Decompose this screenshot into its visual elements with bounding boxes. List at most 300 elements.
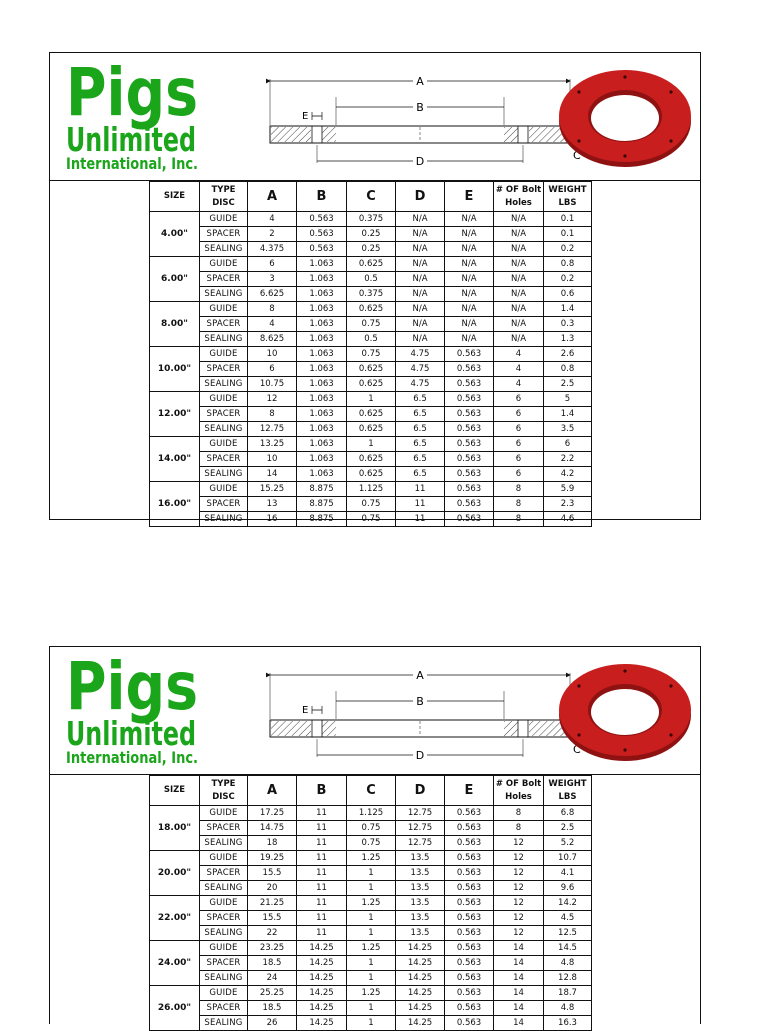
header-b: B xyxy=(297,182,347,212)
table-row xyxy=(150,437,592,452)
cell-size: 18.00" xyxy=(150,806,200,851)
table-row xyxy=(150,512,592,527)
cell-size: 8.00" xyxy=(150,302,200,347)
cell-b: 1.063 xyxy=(297,302,347,317)
cell-d: 12.75 xyxy=(396,836,445,851)
header-a: A xyxy=(248,776,297,806)
table-row xyxy=(150,941,592,956)
cell-c: 1 xyxy=(347,956,396,971)
cell-weight: 0.2 xyxy=(544,242,592,257)
cell-bolt-holes: 4 xyxy=(494,347,544,362)
cell-weight: 1.4 xyxy=(544,302,592,317)
cell-weight: 4.1 xyxy=(544,866,592,881)
cell-b: 1.063 xyxy=(297,257,347,272)
header-type-disc: TYPE DISC xyxy=(200,182,248,212)
cell-c: 0.75 xyxy=(347,317,396,332)
cell-bolt-holes: 14 xyxy=(494,941,544,956)
cell-b: 11 xyxy=(297,851,347,866)
cell-bolt-holes: 12 xyxy=(494,866,544,881)
cell-a: 13.25 xyxy=(248,437,297,452)
cell-weight: 12.8 xyxy=(544,971,592,986)
dimension-label-e: E xyxy=(302,111,309,122)
cell-d: 4.75 xyxy=(396,347,445,362)
cell-weight: 4.8 xyxy=(544,956,592,971)
specification-table xyxy=(149,775,592,1031)
cell-type-disc: SEALING xyxy=(200,512,248,527)
cell-weight: 6 xyxy=(544,437,592,452)
table-header-row xyxy=(150,776,592,806)
cell-type-disc: SPACER xyxy=(200,866,248,881)
table-row xyxy=(150,242,592,257)
cell-e: 0.563 xyxy=(445,896,494,911)
cell-c: 1 xyxy=(347,971,396,986)
cell-e: 0.563 xyxy=(445,377,494,392)
cell-c: 0.25 xyxy=(347,242,396,257)
cell-e: 0.563 xyxy=(445,452,494,467)
cell-b: 14.25 xyxy=(297,986,347,1001)
logo-line-1: Pigs xyxy=(66,54,198,131)
cell-b: 1.063 xyxy=(297,467,347,482)
disc-cross-section-diagram xyxy=(218,67,581,179)
cell-b: 1.063 xyxy=(297,407,347,422)
specification-table xyxy=(149,181,592,527)
cell-a: 8 xyxy=(248,407,297,422)
cell-weight: 3.5 xyxy=(544,422,592,437)
cell-e: 0.563 xyxy=(445,392,494,407)
cell-bolt-holes: 8 xyxy=(494,512,544,527)
dimension-label-a: A xyxy=(416,669,424,682)
cell-bolt-holes: 14 xyxy=(494,1001,544,1016)
cell-c: 0.5 xyxy=(347,332,396,347)
table-row xyxy=(150,896,592,911)
cell-b: 0.563 xyxy=(297,212,347,227)
cell-e: 0.563 xyxy=(445,482,494,497)
dimension-label-c: C xyxy=(573,149,581,162)
table-row xyxy=(150,836,592,851)
cell-type-disc: SEALING xyxy=(200,971,248,986)
cell-weight: 9.6 xyxy=(544,881,592,896)
header-e: E xyxy=(445,182,494,212)
logo-line-2: Unlimited xyxy=(66,120,196,159)
cell-b: 1.063 xyxy=(297,317,347,332)
cell-b: 14.25 xyxy=(297,956,347,971)
cell-type-disc: SPACER xyxy=(200,227,248,242)
table-row xyxy=(150,482,592,497)
cell-bolt-holes: N/A xyxy=(494,257,544,272)
cell-c: 0.75 xyxy=(347,512,396,527)
cell-type-disc: GUIDE xyxy=(200,302,248,317)
cell-size: 12.00" xyxy=(150,392,200,437)
cell-a: 10 xyxy=(248,452,297,467)
cell-bolt-holes: 12 xyxy=(494,836,544,851)
cell-a: 2 xyxy=(248,227,297,242)
cell-weight: 5.9 xyxy=(544,482,592,497)
table-row xyxy=(150,971,592,986)
cell-a: 13 xyxy=(248,497,297,512)
cell-e: 0.563 xyxy=(445,362,494,377)
cell-a: 21.25 xyxy=(248,896,297,911)
table-row xyxy=(150,911,592,926)
cell-d: N/A xyxy=(396,272,445,287)
cell-d: 6.5 xyxy=(396,422,445,437)
cell-e: 0.563 xyxy=(445,347,494,362)
cell-bolt-holes: N/A xyxy=(494,287,544,302)
cell-weight: 12.5 xyxy=(544,926,592,941)
cell-bolt-holes: N/A xyxy=(494,302,544,317)
cell-b: 0.563 xyxy=(297,227,347,242)
header-weight: WEIGHT LBS xyxy=(544,182,592,212)
cell-a: 18 xyxy=(248,836,297,851)
cell-bolt-holes: N/A xyxy=(494,332,544,347)
cell-weight: 0.1 xyxy=(544,212,592,227)
cell-d: 14.25 xyxy=(396,941,445,956)
cell-e: 0.563 xyxy=(445,941,494,956)
cell-c: 1 xyxy=(347,926,396,941)
cell-e: 0.563 xyxy=(445,851,494,866)
cell-c: 0.25 xyxy=(347,227,396,242)
table-row xyxy=(150,881,592,896)
table-row xyxy=(150,926,592,941)
header-d: D xyxy=(396,776,445,806)
cell-b: 11 xyxy=(297,896,347,911)
cell-bolt-holes: 14 xyxy=(494,1016,544,1031)
cell-e: N/A xyxy=(445,227,494,242)
cell-c: 0.625 xyxy=(347,467,396,482)
table-row xyxy=(150,1001,592,1016)
cell-a: 18.5 xyxy=(248,1001,297,1016)
cell-bolt-holes: 12 xyxy=(494,911,544,926)
cell-a: 15.5 xyxy=(248,911,297,926)
logo-line-2: Unlimited xyxy=(66,714,196,753)
cell-b: 1.063 xyxy=(297,272,347,287)
header-bolt-holes: # OF Bolt Holes xyxy=(494,776,544,806)
cell-weight: 18.7 xyxy=(544,986,592,1001)
table-row xyxy=(150,806,592,821)
cell-weight: 2.5 xyxy=(544,821,592,836)
cell-b: 14.25 xyxy=(297,941,347,956)
cell-b: 1.063 xyxy=(297,377,347,392)
cell-type-disc: SPACER xyxy=(200,911,248,926)
cell-d: 13.5 xyxy=(396,911,445,926)
cell-a: 16 xyxy=(248,512,297,527)
cell-b: 1.063 xyxy=(297,452,347,467)
cell-bolt-holes: 4 xyxy=(494,377,544,392)
cell-type-disc: SPACER xyxy=(200,362,248,377)
cell-size: 4.00" xyxy=(150,212,200,257)
cell-c: 1.125 xyxy=(347,482,396,497)
header-e: E xyxy=(445,776,494,806)
cell-b: 14.25 xyxy=(297,1016,347,1031)
dimension-label-c: C xyxy=(573,743,581,756)
cell-d: 14.25 xyxy=(396,956,445,971)
cell-weight: 5.2 xyxy=(544,836,592,851)
cell-weight: 2.2 xyxy=(544,452,592,467)
table-row xyxy=(150,272,592,287)
dimension-label-a: A xyxy=(416,75,424,88)
cell-type-disc: GUIDE xyxy=(200,851,248,866)
cell-d: 12.75 xyxy=(396,821,445,836)
spec-sheet xyxy=(49,646,701,1028)
cell-weight: 10.7 xyxy=(544,851,592,866)
cell-b: 11 xyxy=(297,926,347,941)
cell-weight: 1.3 xyxy=(544,332,592,347)
cell-bolt-holes: N/A xyxy=(494,227,544,242)
table-row xyxy=(150,407,592,422)
table-row xyxy=(150,497,592,512)
cell-bolt-holes: N/A xyxy=(494,317,544,332)
table-row xyxy=(150,227,592,242)
cell-bolt-holes: 12 xyxy=(494,926,544,941)
cell-bolt-holes: 4 xyxy=(494,362,544,377)
cell-a: 15.5 xyxy=(248,866,297,881)
cell-e: 0.563 xyxy=(445,881,494,896)
table-row xyxy=(150,347,592,362)
cell-c: 1.25 xyxy=(347,986,396,1001)
cell-b: 8.875 xyxy=(297,512,347,527)
cell-size: 26.00" xyxy=(150,986,200,1031)
cell-weight: 0.1 xyxy=(544,227,592,242)
cell-a: 23.25 xyxy=(248,941,297,956)
cell-b: 11 xyxy=(297,821,347,836)
cell-weight: 16.3 xyxy=(544,1016,592,1031)
cell-weight: 5 xyxy=(544,392,592,407)
cell-e: 0.563 xyxy=(445,512,494,527)
cell-bolt-holes: 14 xyxy=(494,971,544,986)
cell-size: 10.00" xyxy=(150,347,200,392)
cell-c: 0.75 xyxy=(347,821,396,836)
cell-c: 1 xyxy=(347,866,396,881)
cell-d: 6.5 xyxy=(396,452,445,467)
cell-weight: 2.6 xyxy=(544,347,592,362)
cell-c: 1 xyxy=(347,392,396,407)
cell-a: 12.75 xyxy=(248,422,297,437)
cell-b: 8.875 xyxy=(297,497,347,512)
cell-a: 24 xyxy=(248,971,297,986)
cell-type-disc: GUIDE xyxy=(200,482,248,497)
cell-c: 1 xyxy=(347,911,396,926)
cell-d: 14.25 xyxy=(396,1016,445,1031)
cell-size: 16.00" xyxy=(150,482,200,527)
cell-d: 14.25 xyxy=(396,1001,445,1016)
dimension-label-b: B xyxy=(416,695,424,708)
sheet-header xyxy=(50,53,700,181)
cell-b: 11 xyxy=(297,866,347,881)
cell-weight: 4.6 xyxy=(544,512,592,527)
cell-d: 11 xyxy=(396,482,445,497)
cell-type-disc: SEALING xyxy=(200,377,248,392)
cell-a: 10 xyxy=(248,347,297,362)
cell-e: N/A xyxy=(445,257,494,272)
cell-type-disc: SPACER xyxy=(200,452,248,467)
logo-line-3: International, Inc. xyxy=(66,154,198,173)
cell-d: 11 xyxy=(396,512,445,527)
cell-e: 0.563 xyxy=(445,971,494,986)
cell-e: 0.563 xyxy=(445,806,494,821)
cell-weight: 4.8 xyxy=(544,1001,592,1016)
cell-e: N/A xyxy=(445,272,494,287)
cell-type-disc: SPACER xyxy=(200,497,248,512)
logo-line-3: International, Inc. xyxy=(66,748,198,767)
cell-c: 1 xyxy=(347,881,396,896)
cell-a: 14.75 xyxy=(248,821,297,836)
cell-e: N/A xyxy=(445,212,494,227)
cell-weight: 14.2 xyxy=(544,896,592,911)
cell-weight: 1.4 xyxy=(544,407,592,422)
cell-d: N/A xyxy=(396,302,445,317)
cell-bolt-holes: 8 xyxy=(494,806,544,821)
cell-b: 1.063 xyxy=(297,287,347,302)
cell-d: N/A xyxy=(396,212,445,227)
cell-bolt-holes: N/A xyxy=(494,212,544,227)
cell-a: 4 xyxy=(248,212,297,227)
cell-c: 0.625 xyxy=(347,362,396,377)
header-c: C xyxy=(347,776,396,806)
cell-d: 13.5 xyxy=(396,896,445,911)
table-row xyxy=(150,332,592,347)
red-disc-illustration xyxy=(555,659,695,763)
cell-type-disc: SPACER xyxy=(200,821,248,836)
cell-weight: 2.3 xyxy=(544,497,592,512)
cell-weight: 14.5 xyxy=(544,941,592,956)
table-row xyxy=(150,317,592,332)
cell-d: 13.5 xyxy=(396,866,445,881)
table-row xyxy=(150,452,592,467)
cell-d: 13.5 xyxy=(396,926,445,941)
table-row xyxy=(150,287,592,302)
cell-b: 1.063 xyxy=(297,392,347,407)
cell-d: 4.75 xyxy=(396,362,445,377)
cell-a: 8 xyxy=(248,302,297,317)
cell-size: 14.00" xyxy=(150,437,200,482)
cell-bolt-holes: 6 xyxy=(494,422,544,437)
cell-bolt-holes: 6 xyxy=(494,467,544,482)
cell-bolt-holes: N/A xyxy=(494,272,544,287)
cell-b: 11 xyxy=(297,836,347,851)
cell-a: 3 xyxy=(248,272,297,287)
cell-e: 0.563 xyxy=(445,407,494,422)
cell-d: 11 xyxy=(396,497,445,512)
cell-c: 1.25 xyxy=(347,851,396,866)
cell-c: 0.625 xyxy=(347,407,396,422)
cell-b: 1.063 xyxy=(297,362,347,377)
cell-c: 0.75 xyxy=(347,347,396,362)
cell-e: 0.563 xyxy=(445,467,494,482)
cell-c: 0.625 xyxy=(347,422,396,437)
cell-d: N/A xyxy=(396,227,445,242)
cell-c: 1 xyxy=(347,1016,396,1031)
cell-e: 0.563 xyxy=(445,1016,494,1031)
cell-b: 11 xyxy=(297,806,347,821)
logo-line-1: Pigs xyxy=(66,648,198,725)
header-bolt-holes: # OF Bolt Holes xyxy=(494,182,544,212)
cell-e: 0.563 xyxy=(445,497,494,512)
cell-b: 8.875 xyxy=(297,482,347,497)
cell-e: N/A xyxy=(445,242,494,257)
cell-d: N/A xyxy=(396,242,445,257)
cell-c: 0.625 xyxy=(347,452,396,467)
cell-c: 0.625 xyxy=(347,257,396,272)
cell-a: 19.25 xyxy=(248,851,297,866)
cell-type-disc: SEALING xyxy=(200,881,248,896)
red-disc-illustration xyxy=(555,65,695,169)
disc-cross-section-diagram xyxy=(218,661,581,773)
cell-a: 12 xyxy=(248,392,297,407)
cell-type-disc: SEALING xyxy=(200,287,248,302)
cell-a: 22 xyxy=(248,926,297,941)
cell-type-disc: SEALING xyxy=(200,926,248,941)
header-weight: WEIGHT LBS xyxy=(544,776,592,806)
cell-bolt-holes: 6 xyxy=(494,407,544,422)
cell-c: 0.375 xyxy=(347,212,396,227)
cell-e: 0.563 xyxy=(445,437,494,452)
header-type-disc: TYPE DISC xyxy=(200,776,248,806)
table-row xyxy=(150,467,592,482)
cell-type-disc: GUIDE xyxy=(200,212,248,227)
cell-e: 0.563 xyxy=(445,836,494,851)
cell-e: 0.563 xyxy=(445,911,494,926)
cell-weight: 0.3 xyxy=(544,317,592,332)
cell-b: 0.563 xyxy=(297,242,347,257)
cell-type-disc: GUIDE xyxy=(200,986,248,1001)
cell-d: N/A xyxy=(396,317,445,332)
table-row xyxy=(150,422,592,437)
cell-d: N/A xyxy=(396,287,445,302)
cell-d: 14.25 xyxy=(396,971,445,986)
cell-c: 0.75 xyxy=(347,836,396,851)
dimension-label-e: E xyxy=(302,705,309,716)
cell-type-disc: SEALING xyxy=(200,242,248,257)
cell-a: 8.625 xyxy=(248,332,297,347)
header-c: C xyxy=(347,182,396,212)
cell-type-disc: SPACER xyxy=(200,407,248,422)
cell-c: 1 xyxy=(347,1001,396,1016)
cell-type-disc: SPACER xyxy=(200,956,248,971)
header-size: SIZE xyxy=(150,776,200,806)
cell-c: 0.375 xyxy=(347,287,396,302)
cell-size: 24.00" xyxy=(150,941,200,986)
cell-d: N/A xyxy=(396,332,445,347)
cell-a: 20 xyxy=(248,881,297,896)
cell-weight: 0.6 xyxy=(544,287,592,302)
cell-d: 6.5 xyxy=(396,407,445,422)
cell-c: 0.75 xyxy=(347,497,396,512)
cell-d: 6.5 xyxy=(396,437,445,452)
cell-type-disc: SEALING xyxy=(200,422,248,437)
cell-c: 1.125 xyxy=(347,806,396,821)
cell-bolt-holes: 6 xyxy=(494,437,544,452)
cell-bolt-holes: 12 xyxy=(494,851,544,866)
cell-weight: 4.2 xyxy=(544,467,592,482)
dimension-label-d: D xyxy=(415,155,425,168)
cell-b: 1.063 xyxy=(297,347,347,362)
dimension-label-b: B xyxy=(416,101,424,114)
cell-type-disc: SPACER xyxy=(200,317,248,332)
cell-e: 0.563 xyxy=(445,926,494,941)
cell-e: 0.563 xyxy=(445,986,494,1001)
cell-weight: 0.8 xyxy=(544,362,592,377)
cell-e: 0.563 xyxy=(445,1001,494,1016)
cell-b: 1.063 xyxy=(297,332,347,347)
cell-type-disc: SPACER xyxy=(200,272,248,287)
cell-d: 12.75 xyxy=(396,806,445,821)
table-row xyxy=(150,362,592,377)
cell-type-disc: GUIDE xyxy=(200,437,248,452)
cell-type-disc: GUIDE xyxy=(200,257,248,272)
cell-c: 0.625 xyxy=(347,302,396,317)
cell-c: 0.5 xyxy=(347,272,396,287)
cell-weight: 0.8 xyxy=(544,257,592,272)
header-d: D xyxy=(396,182,445,212)
